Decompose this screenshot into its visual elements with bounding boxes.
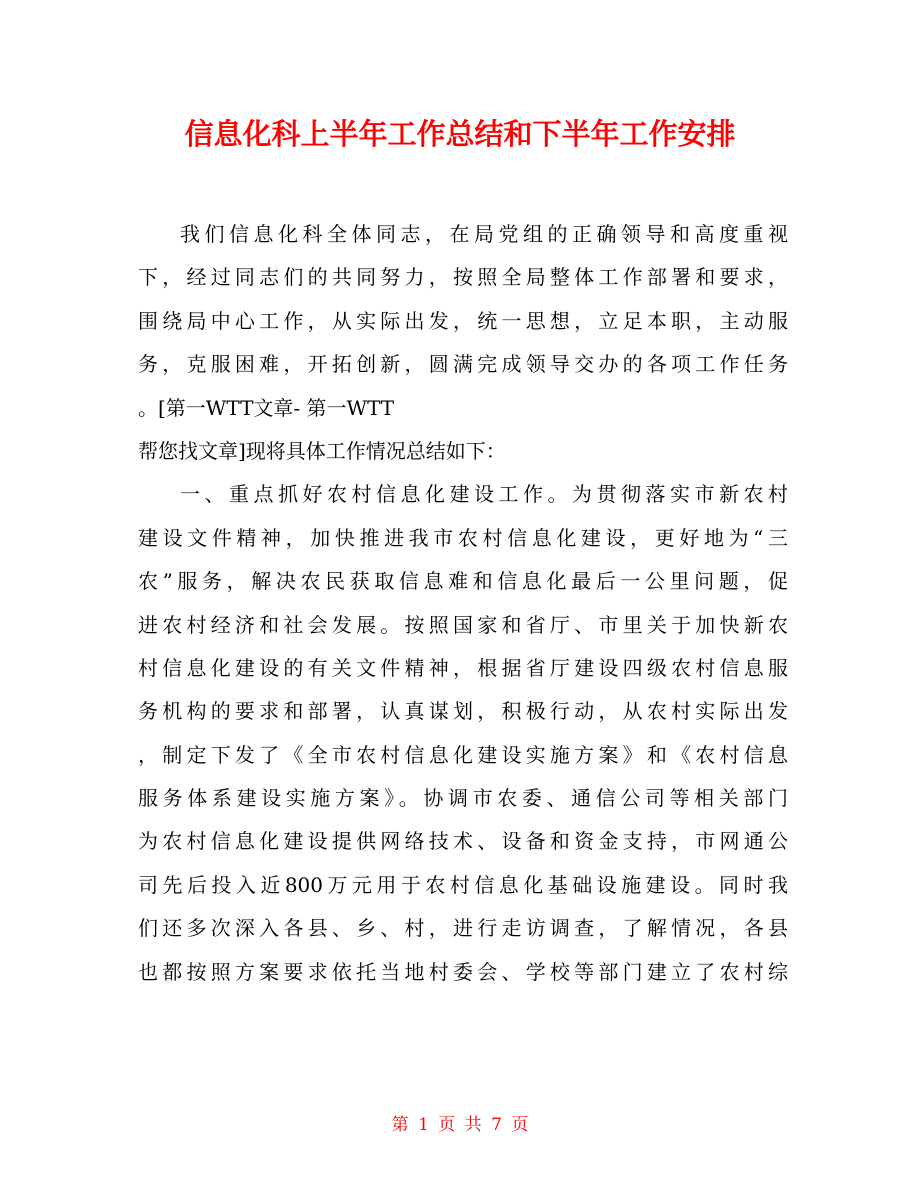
body-line: 务，克服困难，开拓创新，圆满完成领导交办的各项工作任务 — [138, 352, 788, 377]
body-line: 服务体系建设实施方案》。协调市农委、通信公司等相关部门 — [138, 786, 788, 811]
body-line: 也都按照方案要求依托当地村委会、学校等部门建立了农村综 — [138, 959, 788, 984]
body-line: 下，经过同志们的共同努力，按照全局整体工作部署和要求， — [138, 265, 788, 290]
document-body — [138, 213, 788, 994]
body-line: 司先后投入近800万元用于农村信息化基础设施建设。同时我 — [138, 872, 788, 897]
body-line: 村信息化建设的有关文件精神，根据省厅建设四级农村信息服 — [138, 655, 788, 680]
body-line: 务机构的要求和部署，认真谋划，积极行动，从农村实际出发 — [138, 699, 788, 724]
body-line: 农”服务，解决农民获取信息难和信息化最后一公里问题，促 — [138, 569, 788, 594]
body-line: 。[第一WTT文章- 第一WTT — [138, 395, 395, 420]
body-line: 进农村经济和社会发展。按照国家和省厅、市里关于加快新农 — [138, 612, 788, 637]
document-title: 信息化科上半年工作总结和下半年工作安排 — [184, 117, 736, 151]
body-line: 建设文件精神，加快推进我市农村信息化建设，更好地为“三 — [138, 525, 788, 550]
body-line: 围绕局中心工作，从实际出发，统一思想，立足本职，主动服 — [138, 308, 788, 333]
body-line: 帮您找文章]现将具体工作情况总结如下： — [138, 438, 506, 463]
body-line: 为农村信息化建设提供网络技术、设备和资金支持，市网通公 — [138, 829, 788, 854]
body-line: 们还多次深入各县、乡、村，进行走访调查，了解情况，各县 — [138, 916, 788, 941]
body-line: 我们信息化科全体同志，在局党组的正确领导和高度重视 — [180, 222, 788, 246]
body-line: 一、重点抓好农村信息化建设工作。为贯彻落实市新农村 — [180, 482, 788, 507]
page-number-footer: 第 1 页 共 7 页 — [391, 1115, 529, 1135]
body-line: ，制定下发了《全市农村信息化建设实施方案》和《农村信息 — [138, 742, 788, 767]
